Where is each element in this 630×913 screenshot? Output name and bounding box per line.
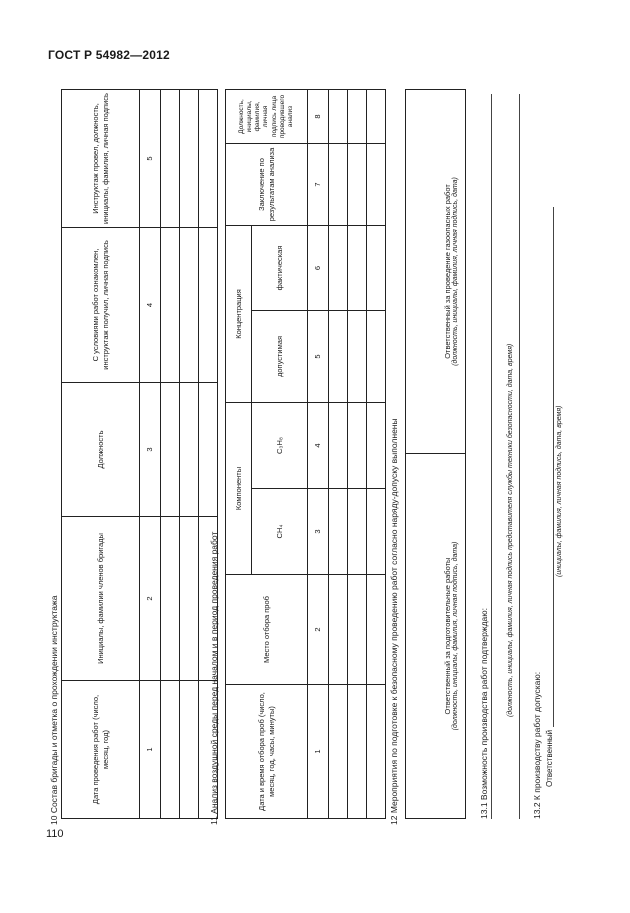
col-number: 1 <box>308 685 329 819</box>
col-number: 2 <box>308 575 329 685</box>
col-number: 1 <box>140 681 161 819</box>
section-13-2-label: Ответственный <box>545 729 554 787</box>
col-number: 4 <box>140 228 161 383</box>
section-13-2-caption: (инициалы, фамилия, личная подпись, дата, время) <box>556 405 563 577</box>
air-analysis-table <box>225 89 386 819</box>
col-header-concentration: Концентрация <box>226 226 252 403</box>
page-number: 110 <box>46 828 64 840</box>
col-number: 5 <box>140 90 161 228</box>
col-number: 5 <box>308 311 329 403</box>
section-13-1-caption: (должность, инициалы, фамилия, личная подпись представителя службы техники безопасности, дата, время) <box>507 343 514 717</box>
gas-work-responsible-caption: (должность, инициалы, фамилия, личная подпись, дата) <box>452 177 460 366</box>
col-header-analyst: Должность, инициалы, фамилия, личная подпись лица проводившего анализ <box>226 90 308 144</box>
col-header-allowed: допустимая <box>252 311 308 403</box>
col-number: 2 <box>140 517 161 681</box>
col-header-conclusion: Заключение по результатам анализа <box>226 144 308 226</box>
table-row <box>180 90 199 819</box>
col-number: 8 <box>308 90 329 144</box>
gas-work-responsible-label: Ответственный за проведение газоопасных работ <box>442 184 452 359</box>
table-row <box>367 90 386 819</box>
col-number: 7 <box>308 144 329 226</box>
col-header-acknowledged: С условиями работ ознакомлен, инструктаж получил, личная подпись <box>62 228 140 383</box>
col-header-c3h8: C₃H₈ <box>252 403 308 489</box>
col-header-actual: фактическая <box>252 226 308 311</box>
table-row <box>329 90 348 819</box>
col-number: 6 <box>308 226 329 311</box>
col-header-place: Место отбора проб <box>226 575 308 685</box>
col-header-instructor: Инструктаж провел, должность, инициалы, фамилия, личная подпись <box>62 90 140 228</box>
col-number: 3 <box>308 489 329 575</box>
section-13-1-title: 13.1 Возможность производства работ подтверждаю: <box>479 608 489 819</box>
col-header-position: Должность <box>62 383 140 517</box>
col-header-datetime: Дата и время отбора проб (число, месяц, год, часы, минуты) <box>226 685 308 819</box>
col-header-components: Компоненты <box>226 403 252 575</box>
col-header-names: Инициалы, фамилии членов бригады <box>62 517 140 681</box>
preparation-table <box>405 89 466 819</box>
prep-responsible-caption: (должность, инициалы, фамилия, личная подпись, дата) <box>452 541 460 731</box>
col-header-date: Дата проведения работ (число, месяц, год) <box>62 681 140 819</box>
prep-responsible-label: Ответственный за подготовительные работы <box>442 557 452 715</box>
col-number: 3 <box>140 383 161 517</box>
section-10-title: 10 Состав бригады и отметка о прохождении инструктажа <box>49 595 59 825</box>
section-13-2-title: 13.2 К производству работ допускаю: <box>532 671 542 819</box>
document-header: ГОСТ Р 54982—2012 <box>48 48 170 62</box>
col-header-ch4: CH₄ <box>252 489 308 575</box>
col-number: 4 <box>308 403 329 489</box>
rotated-content <box>47 87 565 827</box>
table-row <box>348 90 367 819</box>
brigade-table <box>61 89 218 819</box>
table-row <box>161 90 180 819</box>
section-12-title: 12 Мероприятия по подготовке к безопасному проведению работ согласно наряду-допуску выполнены <box>389 418 399 825</box>
section-11-title: 11 Анализ воздушной среды перед началом и в период проведения работ <box>209 531 219 825</box>
